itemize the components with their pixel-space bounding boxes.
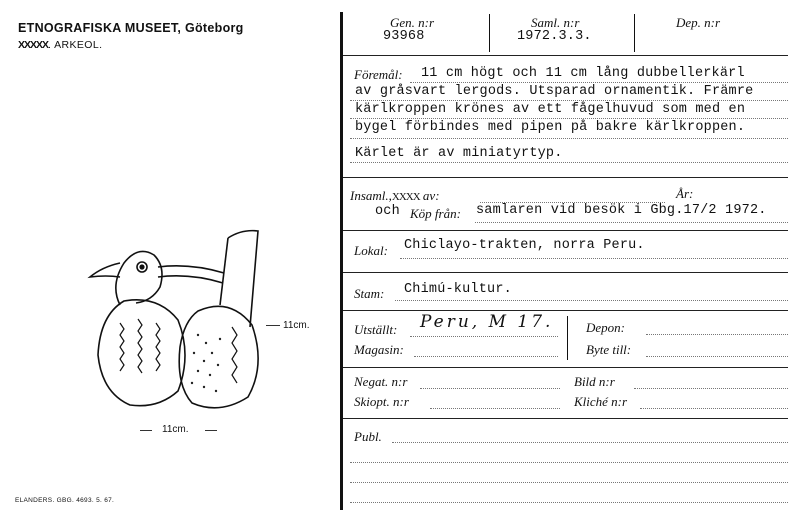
foremal-line-1: 11 cm högt och 11 cm lång dubbellerkärl [421,66,745,81]
height-measure-line [266,325,280,326]
width-measure-line-left [140,430,152,431]
gen-number-value: 93968 [383,29,425,44]
museum-name: ETNOGRAFISKA MUSEET, [18,21,182,35]
department-label: . ARKEOL. [48,39,103,51]
panel-divider [340,12,343,510]
foremal-label: Föremål: [354,67,403,82]
museum-city: Göteborg [184,21,244,35]
foremal-line-2: av gråsvart lergods. Utsparad ornamentik. Främre [355,84,754,99]
byte-label: Byte till: [586,342,632,357]
foremal-dots-3 [350,118,788,119]
bild-label: Bild n:r [574,374,615,389]
dep-number-label: Dep. n:r [676,15,721,30]
stam-label: Stam: [354,286,385,301]
utstallt-label: Utställt: [354,322,398,337]
foremal-dots-4 [350,138,788,139]
depon-dots [646,334,788,335]
depon-label: Depon: [586,320,625,335]
byte-dots [646,356,788,357]
utstallt-value: Peru, M 17. [420,312,554,332]
saml-number-label: Saml. n:r [531,15,580,30]
kop-fran-value: samlaren vid besök i Gbg.17/2 1972. [476,203,767,218]
magasin-label: Magasin: [354,342,404,357]
foremal-line-3: kärlkroppen krönes av ett fågelhuvud som med en [355,102,746,117]
ar-label: År: [676,186,694,201]
foremal-line-5: Kärlet är av miniatyrtyp. [355,146,563,161]
lokal-label: Lokal: [354,243,388,258]
insaml-line [350,188,440,204]
vessel-illustration [80,215,290,420]
foremal-line-4: bygel förbindes med pipen på bakre kärlkroppen. [355,120,746,135]
skiopt-label: Skiopt. n:r [354,394,409,409]
insaml-struck: XXXX [391,191,420,203]
publ-dots-2 [350,462,788,463]
och-word: och [375,204,400,219]
utstallt-divider [567,316,568,360]
negat-rule [343,418,788,419]
header-divider-2 [634,14,635,52]
insaml-label: Insaml., [350,188,392,203]
width-measure-line-right [205,430,217,431]
stam-value: Chimú-kultur. [404,282,512,297]
publ-label: Publ. [354,429,382,444]
publ-dots-3 [350,482,788,483]
cliche-dots [640,408,788,409]
cliche-label: Kliché n:r [574,394,628,409]
insaml-dots [480,202,665,203]
stam-rule [343,310,788,311]
publ-dots-4 [350,502,788,503]
printer-imprint: ELANDERS. GBG. 4693. 5. 67. [15,497,115,504]
utstallt-dots [410,336,558,337]
bild-dots [634,388,788,389]
saml-number-value: 1972.3.3. [517,29,592,44]
gen-number-label: Gen. n:r [390,15,435,30]
header-divider-1 [489,14,490,52]
insaml-av-label: av: [422,188,440,203]
header-rule [343,55,788,56]
foremal-rule [343,177,788,178]
lokal-dots [400,258,788,259]
foremal-dots-2 [350,100,788,101]
negat-dots [420,388,560,389]
stam-dots [395,300,788,301]
skiopt-dots [430,408,560,409]
utstallt-rule [343,367,788,368]
kop-fran-label: Köp från: [410,206,461,221]
negat-label: Negat. n:r [354,374,408,389]
insaml-rule [343,230,788,231]
publ-dots-1 [392,442,788,443]
lokal-rule [343,272,788,273]
department-line [18,39,102,51]
height-dimension: 11cm. [283,320,310,331]
kop-dots [475,222,788,223]
foremal-dots-1 [410,82,788,83]
foremal-dots-5 [350,162,788,163]
lokal-value: Chiclayo-trakten, norra Peru. [404,238,645,253]
museum-header [18,21,244,35]
department-struck: XXXXX [18,39,49,51]
width-dimension: 11cm. [162,424,189,435]
magasin-dots [414,356,558,357]
